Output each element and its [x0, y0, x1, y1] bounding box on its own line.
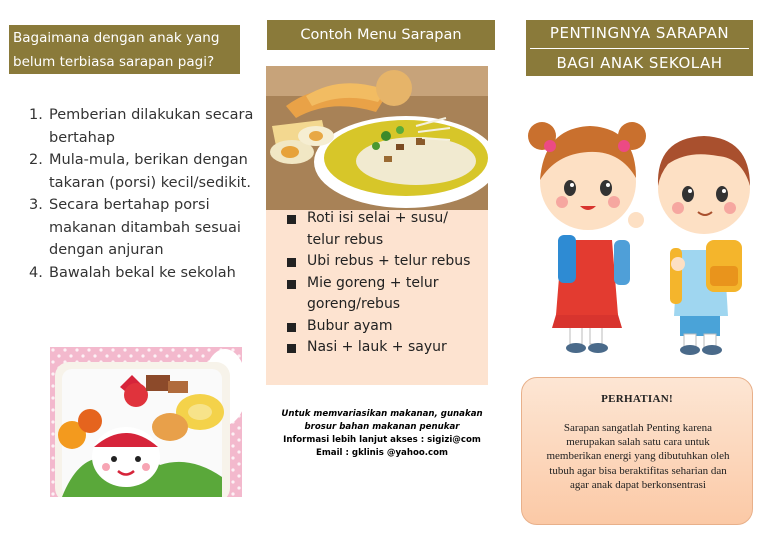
- bento-lunchbox-image: [50, 347, 242, 497]
- step-number: 2.: [29, 152, 43, 168]
- bullet-square-icon: [287, 280, 296, 289]
- list-item: [285, 316, 475, 338]
- list-item: [285, 273, 475, 316]
- menu-item-text: Nasi + lauk + sayur: [307, 339, 447, 355]
- list-item: [285, 337, 475, 359]
- bullet-square-icon: [287, 323, 296, 332]
- list-item: [24, 149, 254, 194]
- menu-item-text: Ubi rebus + telur rebus: [307, 253, 471, 269]
- bullet-square-icon: [287, 258, 296, 267]
- warning-title: PERHATIAN!: [601, 393, 673, 405]
- step-number: 4.: [29, 264, 43, 281]
- info-note: [266, 408, 498, 460]
- list-item: [24, 262, 254, 285]
- step-text: Mula-mula, berikan dengan takaran (porsi) kecil/sedikit.: [49, 152, 251, 191]
- menu-header: Contoh Menu Sarapan: [267, 20, 495, 50]
- note-line-website: Informasi lebih lanjut akses : sigizi@com: [283, 435, 481, 445]
- list-item: [285, 251, 475, 273]
- brochure-title: [526, 20, 753, 76]
- step-text: Bawalah bekal ke sekolah: [49, 264, 236, 281]
- steps-list: [24, 104, 254, 284]
- menu-item-text: Mie goreng + telur goreng/rebus: [307, 274, 439, 312]
- step-text: Secara bertahap porsi makanan ditambah sesuai dengan anjuran: [49, 197, 241, 258]
- list-item: [24, 194, 254, 262]
- left-header-text: Bagaimana dengan anak yang belum terbiasa sarapan pagi?: [13, 30, 220, 70]
- list-item: [24, 104, 254, 149]
- bullet-square-icon: [287, 344, 296, 353]
- title-line-1: PENTINGNYA SARAPAN: [549, 24, 730, 42]
- left-panel-header: [9, 25, 240, 74]
- step-text: Pemberian dilakukan secara bertahap: [49, 107, 254, 146]
- menu-item-text: Bubur ayam: [307, 317, 393, 334]
- note-line-email: Email : gklinis @yahoo.com: [315, 448, 448, 458]
- note-line-brochure: Untuk memvariasikan makanan, gunakan brosur bahan makanan penukar: [281, 409, 483, 432]
- title-line-2: BAGI ANAK SEKOLAH: [530, 48, 749, 75]
- school-kids-illustration: [528, 90, 760, 360]
- warning-body: Sarapan sangatlah Penting karena merupakan salah satu cara untuk memberikan energi yang dibutuhkan oleh tubuh agar bisa beraktifitas seharian dan agar anak dapat berkonsentrasi: [546, 422, 730, 491]
- step-number: 1.: [29, 107, 43, 123]
- step-number: 3.: [29, 197, 43, 213]
- porridge-bowl-image: [266, 66, 488, 210]
- menu-list: [285, 208, 475, 359]
- warning-box: [521, 377, 753, 525]
- list-item: [285, 208, 475, 251]
- bullet-square-icon: [287, 215, 296, 224]
- menu-item-text: Roti isi selai + susu/ telur rebus: [307, 210, 448, 248]
